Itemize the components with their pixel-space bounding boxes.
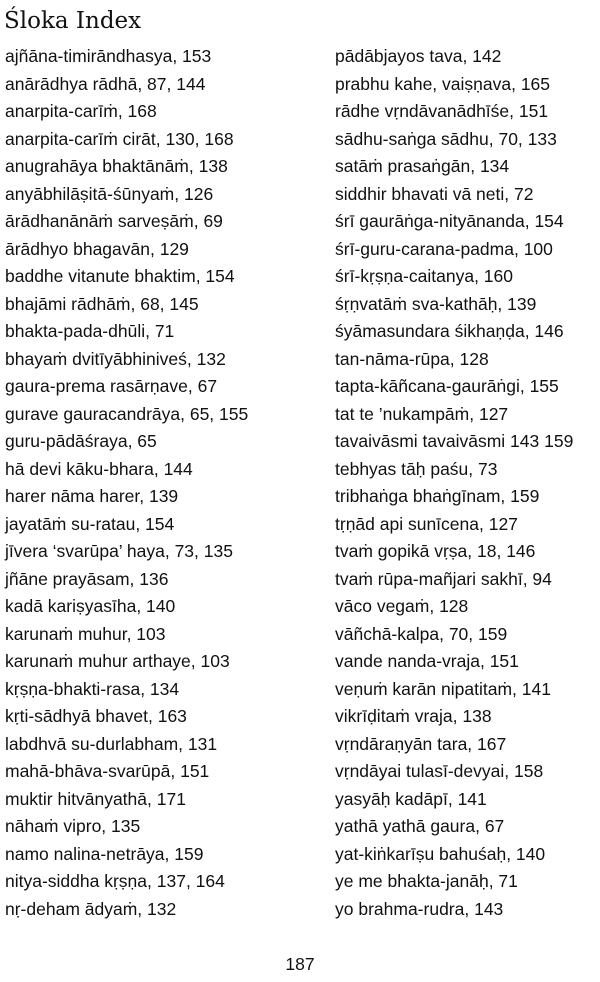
index-column-right	[335, 43, 573, 923]
index-entry: harer nāma harer, 139	[5, 486, 179, 506]
index-entry: baddhe vitanute bhaktim, 154	[5, 266, 235, 286]
index-entry: yat-kiṅkarīṣu bahuśaḥ, 140	[335, 843, 546, 864]
index-entry: vāñchā-kalpa, 70, 159	[335, 623, 508, 644]
index-entry: tribhaṅga bhaṅgīnam, 159	[335, 486, 540, 506]
index-entry: tvaṁ gopikā vṛṣa, 18, 146	[335, 541, 536, 561]
index-entry: vāco vegaṁ, 128	[335, 596, 469, 616]
index-entry: vikrīḍitaṁ vraja, 138	[335, 706, 492, 726]
index-entry: tapta-kāñcana-gaurāṅgi, 155	[335, 376, 559, 396]
index-entry: yo brahma-rudra, 143	[335, 898, 504, 919]
index-entry: hā devi kāku-bhara, 144	[5, 458, 193, 479]
index-entry: yathā yathā gaura, 67	[335, 816, 505, 836]
index-entry: kadā kariṣyasīha, 140	[5, 596, 176, 616]
index-entry: bhajāmi rādhāṁ, 68, 145	[5, 293, 199, 314]
index-entry: anugrahāya bhaktānāṁ, 138	[5, 156, 228, 176]
index-entry: anarpita-carīṁ cirāt, 130, 168	[5, 128, 234, 149]
index-entry: satāṁ prasaṅgān, 134	[335, 156, 510, 176]
index-entry: gurave gauracandrāya, 65, 155	[5, 403, 249, 424]
index-entry: śṛṇvatāṁ sva-kathāḥ, 139	[335, 293, 537, 314]
index-entry: vande nanda-vraja, 151	[335, 651, 519, 671]
index-entry: veṇuṁ karān nipatitaṁ, 141	[335, 678, 551, 699]
index-entry: ārādhyo bhagavān, 129	[5, 238, 189, 259]
page-title: Śloka Index	[4, 8, 142, 34]
index-entry: vṛndāraṇyān tara, 167	[335, 733, 507, 754]
page-number: 187	[285, 954, 315, 974]
index-entry: muktir hitvānyathā, 171	[5, 788, 186, 809]
index-entry: tavaivāsmi tavaivāsmi 143 159	[335, 431, 574, 451]
index-entry: sādhu-saṅga sādhu, 70, 133	[335, 128, 557, 149]
index-entry: tan-nāma-rūpa, 128	[335, 348, 489, 369]
index-entry: labdhvā su-durlabham, 131	[5, 733, 218, 754]
index-entry: tṛṇād api sunīcena, 127	[335, 513, 518, 534]
index-entry: bhakta-pada-dhūli, 71	[5, 321, 175, 341]
index-entry: śrī-guru-carana-padma, 100	[335, 238, 553, 259]
index-entry: vṛndāyai tulasī-devyai, 158	[335, 761, 544, 781]
index-entry: guru-pādāśraya, 65	[5, 431, 157, 451]
index-entry: gaura-prema rasārṇave, 67	[5, 376, 218, 396]
index-entry: ye me bhakta-janāḥ, 71	[335, 871, 518, 891]
index-entry: prabhu kahe, vaiṣṇava, 165	[335, 73, 551, 94]
index-entry: namo nalina-netrāya, 159	[5, 843, 204, 864]
index-entry: bhayaṁ dvitīyābhiniveś, 132	[5, 348, 226, 369]
index-entry: jñāne prayāsam, 136	[5, 568, 169, 589]
index-column-left	[5, 43, 248, 923]
index-entry: śrī-kṛṣṇa-caitanya, 160	[335, 266, 513, 286]
index-entry: nitya-siddha kṛṣṇa, 137, 164	[5, 871, 225, 891]
index-entry: kṛṣṇa-bhakti-rasa, 134	[5, 678, 180, 699]
index-entry: anyābhilāṣitā-śūnyaṁ, 126	[5, 183, 214, 204]
index-entry: siddhir bhavati vā neti, 72	[335, 183, 534, 204]
index-entry: tat te ’nukampāṁ, 127	[335, 403, 509, 424]
index-entry: jayatāṁ su-ratau, 154	[5, 513, 175, 534]
index-entry: anarpita-carīṁ, 168	[5, 101, 157, 121]
index-entry: jīvera ‘svarūpa’ haya, 73, 135	[5, 541, 233, 561]
index-entry: ārādhanānāṁ sarveṣāṁ, 69	[5, 211, 223, 231]
index-entry: śyāmasundara śikhaṇḍa, 146	[335, 321, 564, 341]
index-entry: karunaṁ muhur arthaye, 103	[5, 651, 230, 671]
index-entry: kṛti-sādhyā bhavet, 163	[5, 706, 187, 726]
index-entry: pādābjayos tava, 142	[335, 46, 502, 66]
index-entry: karunaṁ muhur, 103	[5, 623, 166, 644]
index-entry: nāhaṁ vipro, 135	[5, 816, 141, 836]
index-entry: anārādhya rādhā, 87, 144	[5, 73, 206, 94]
index-entry: nṛ-deham ādyaṁ, 132	[5, 898, 177, 919]
index-entry: rādhe vṛndāvanādhīśe, 151	[335, 101, 549, 121]
index-entry: yasyāḥ kadāpī, 141	[335, 788, 487, 809]
index-entry: tvaṁ rūpa-mañjari sakhī, 94	[335, 568, 552, 589]
index-entry: tebhyas tāḥ paśu, 73	[335, 458, 498, 479]
index-entry: ajñāna-timirāndhasya, 153	[5, 46, 212, 66]
index-entry: śrī gaurāṅga-nityānanda, 154	[335, 211, 564, 231]
index-entry: mahā-bhāva-svarūpā, 151	[5, 761, 210, 781]
